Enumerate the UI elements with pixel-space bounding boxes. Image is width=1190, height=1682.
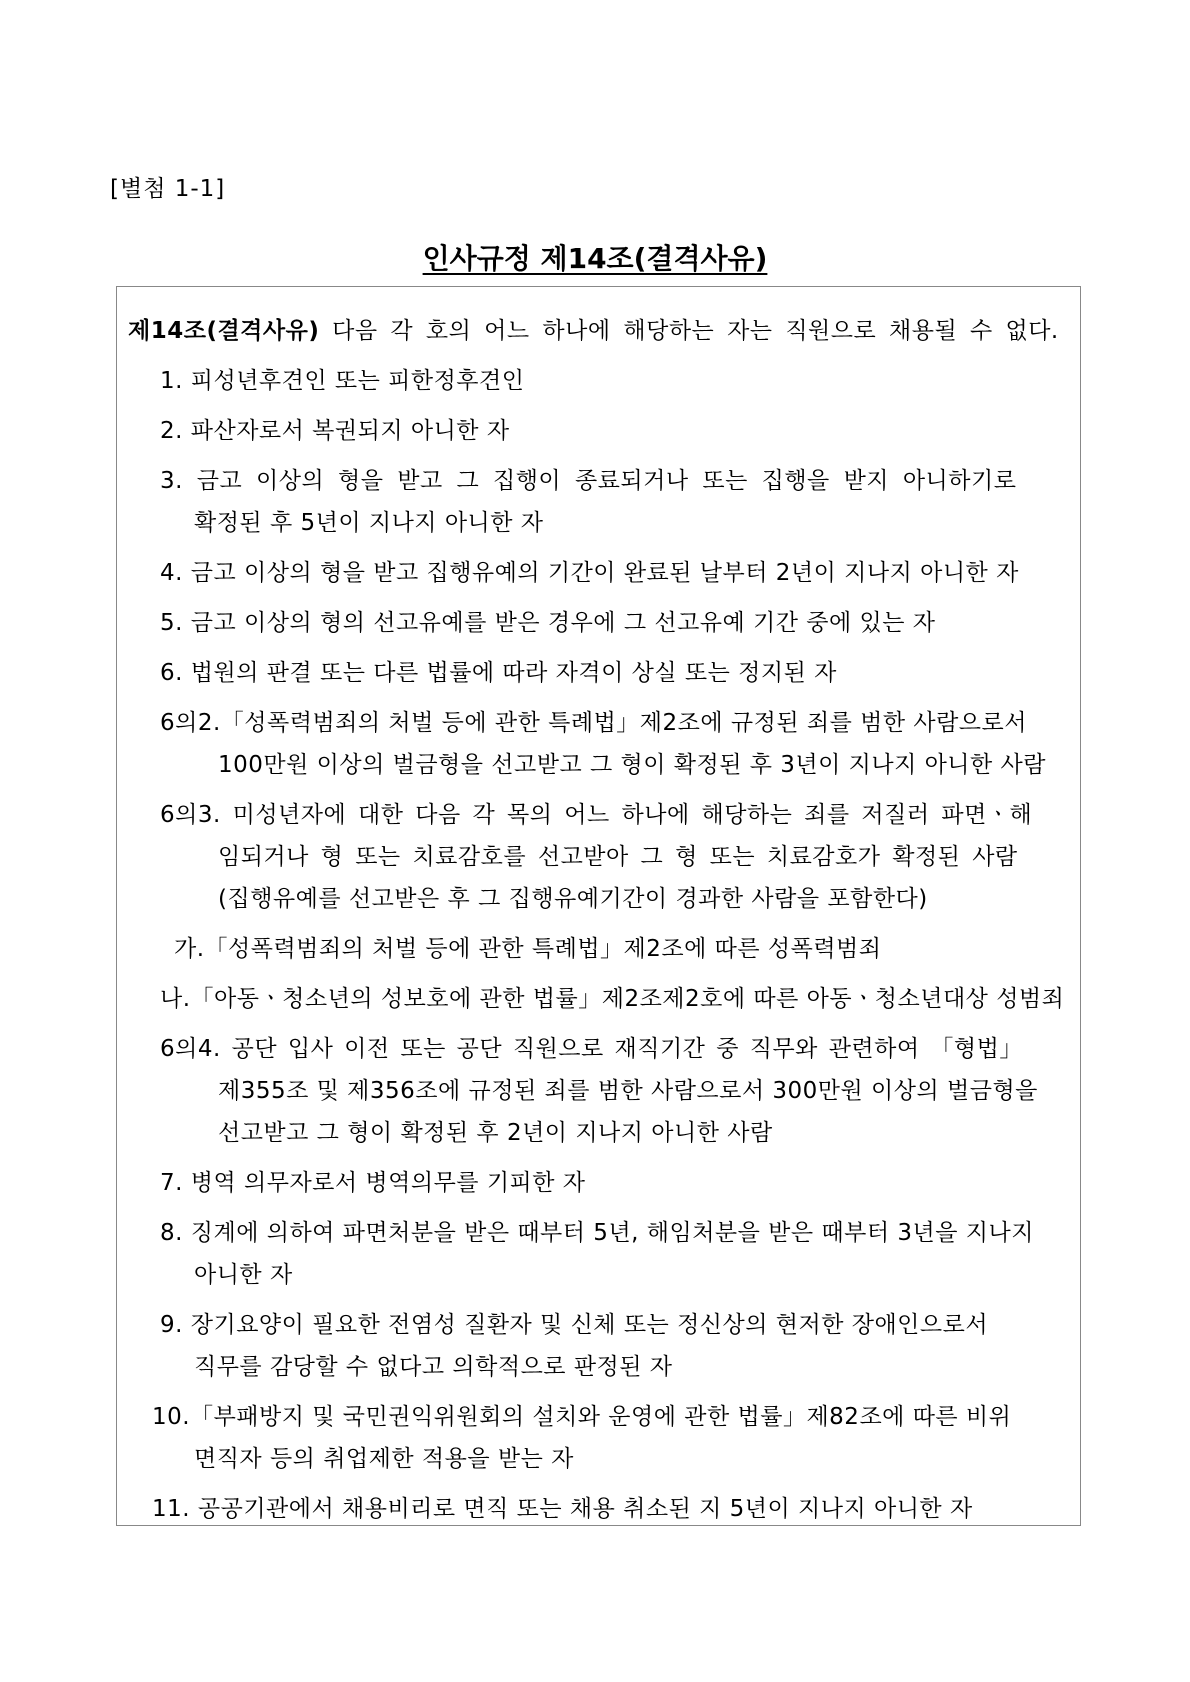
item-number: 10. — [152, 1404, 191, 1430]
list-item — [160, 704, 1027, 737]
document-title: 인사규정 제14조(결격사유) — [422, 242, 768, 275]
item-text: 금고 이상의 형을 받고 집행유예의 기간이 완료된 날부터 2년이 지나지 아니한 자 — [190, 560, 1019, 586]
item-continuation: (집행유예를 선고받은 후 그 집행유예기간이 경과한 사람을 포함한다) — [218, 886, 928, 912]
item-continuation: 직무를 감당할 수 없다고 의학적으로 판정된 자 — [194, 1354, 673, 1380]
item-number: 나. — [160, 986, 191, 1012]
item-text: 파산자로서 복권되지 아니한 자 — [190, 418, 510, 444]
item-continuation: 확정된 후 5년이 지나지 아니한 자 — [194, 510, 544, 536]
list-item — [152, 1490, 973, 1523]
item-text: 법원의 판결 또는 다른 법률에 따라 자격이 상실 또는 정지된 자 — [190, 660, 837, 686]
item-continuation: 제355조 및 제356조에 규정된 죄를 범한 사람으로서 300만원 이상의 벌금형을 — [218, 1078, 1038, 1104]
item-text: 장기요양이 필요한 전염성 질환자 및 신체 또는 정신상의 현저한 장애인으로서 — [190, 1312, 989, 1338]
item-continuation: 아니한 자 — [194, 1262, 293, 1288]
item-text: 병역 의무자로서 병역의무를 기피한 자 — [190, 1170, 586, 1196]
list-item — [160, 1030, 1023, 1063]
item-text: 「성폭력범죄의 처벌 등에 관한 특례법」제2조에 규정된 죄를 범한 사람으로서 — [220, 710, 1027, 736]
list-item — [160, 796, 1032, 829]
item-text: 금고 이상의 형의 선고유예를 받은 경우에 그 선고유예 기간 중에 있는 자 — [190, 610, 936, 636]
list-item — [160, 554, 1019, 587]
item-number: 6의2. — [160, 710, 221, 736]
item-number: 1. — [160, 368, 183, 394]
attachment-label: [별첨 1-1] — [110, 176, 226, 202]
item-text: 피성년후견인 또는 피한정후견인 — [190, 368, 525, 394]
article-intro-text: 다음 각 호의 어느 하나에 해당하는 자는 직원으로 채용될 수 없다. — [319, 318, 1059, 344]
list-item — [160, 362, 524, 395]
item-text: 「부패방지 및 국민권익위원회의 설치와 운영에 관한 법률」제82조에 따른 비위 — [190, 1404, 1012, 1430]
item-text: 금고 이상의 형을 받고 그 집행이 종료되거나 또는 집행을 받지 아니하기로 — [196, 468, 1017, 494]
list-item — [160, 1164, 586, 1197]
item-number: 6의4. — [160, 1036, 221, 1062]
list-item — [160, 462, 1016, 495]
item-text: 공공기관에서 채용비리로 면직 또는 채용 취소된 지 5년이 지나지 아니한 자 — [197, 1496, 973, 1522]
item-text: 「아동ㆍ청소년의 성보호에 관한 법률」제2조제2호에 따른 아동ㆍ청소년대상 성범죄 — [190, 986, 1065, 1012]
item-number: 3. — [160, 468, 183, 494]
list-item — [160, 1214, 1034, 1247]
item-text: 공단 입사 이전 또는 공단 직원으로 재직기간 중 직무와 관련하여 「형법」 — [231, 1036, 1023, 1062]
item-text: 징계에 의하여 파면처분을 받은 때부터 5년, 해임처분을 받은 때부터 3년을 지나지 — [190, 1220, 1034, 1246]
item-number: 6의3. — [160, 802, 221, 828]
item-number: 11. — [152, 1496, 191, 1522]
item-number: 5. — [160, 610, 183, 636]
item-number: 6. — [160, 660, 183, 686]
item-text: 「성폭력범죄의 처벌 등에 관한 특례법」제2조에 따른 성폭력범죄 — [204, 936, 882, 962]
item-number: 8. — [160, 1220, 183, 1246]
item-number: 가. — [174, 936, 205, 962]
item-number: 4. — [160, 560, 183, 586]
item-text: 미성년자에 대한 다음 각 목의 어느 하나에 해당하는 죄를 저질러 파면ㆍ해 — [232, 802, 1033, 828]
article-heading: 제14조(결격사유) — [128, 318, 320, 344]
list-item — [152, 1398, 1011, 1431]
list-item — [160, 654, 837, 687]
item-continuation: 100만원 이상의 벌금형을 선고받고 그 형이 확정된 후 3년이 지나지 아니한 사람 — [218, 752, 1046, 778]
item-continuation: 선고받고 그 형이 확정된 후 2년이 지나지 아니한 사람 — [218, 1120, 773, 1146]
item-continuation: 면직자 등의 취업제한 적용을 받는 자 — [194, 1446, 574, 1472]
article-intro — [128, 312, 1068, 345]
sub-list-item — [160, 980, 1064, 1013]
list-item — [160, 1306, 988, 1339]
list-item — [160, 604, 936, 637]
item-number: 2. — [160, 418, 183, 444]
list-item — [160, 412, 510, 445]
item-continuation: 임되거나 형 또는 치료감호를 선고받아 그 형 또는 치료감호가 확정된 사람 — [218, 844, 1018, 870]
item-number: 9. — [160, 1312, 183, 1338]
item-number: 7. — [160, 1170, 183, 1196]
sub-list-item — [174, 930, 881, 963]
